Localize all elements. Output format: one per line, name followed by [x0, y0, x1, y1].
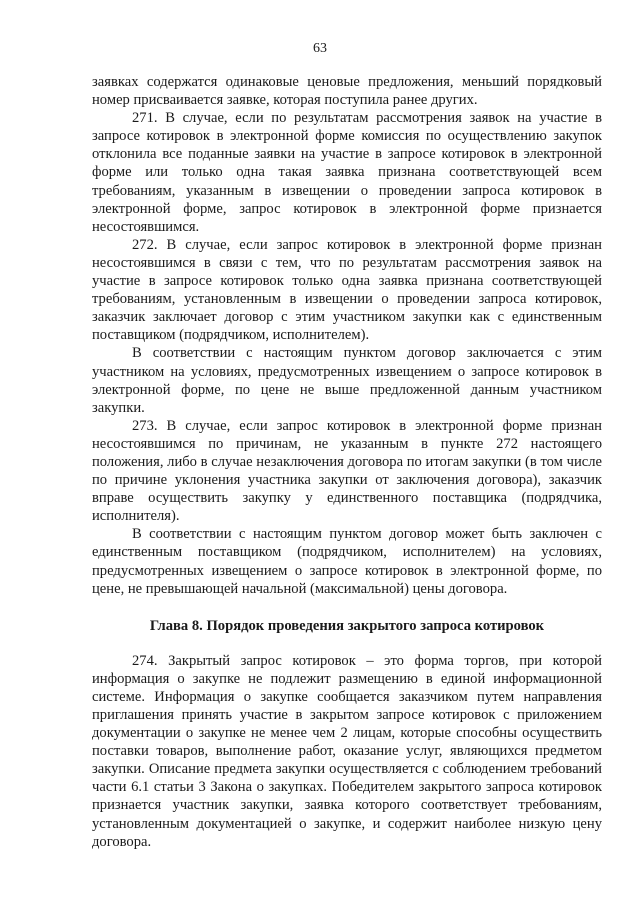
document-body	[92, 73, 602, 851]
paragraph-273-note: В соответствии с настоящим пунктом договор может быть заключен с единственным поставщиком (подрядчиком, исполнителем) на условиях, предусмотренных извещением о запросе котировок в электронной форме, по цене, не превышающей начальной (максимальной) цены договора.	[92, 526, 602, 597]
paragraph-273: 273. В случае, если запрос котировок в электронной форме признан несостоявшимся по причинам, не указанным в пункте 272 настоящего положения, либо в случае незаключения договора по итогам закупки (в том числе по причине уклонения участника закупки от заключения договора), заказчик вправе осуществить закупку у единственного поставщика (подрядчика, исполнителя).	[92, 417, 602, 525]
paragraph-continuation: заявках содержатся одинаковые ценовые предложения, меньший порядковый номер присваивается заявке, которая поступила ранее других.	[92, 74, 602, 109]
paragraph-274: 274. Закрытый запрос котировок – это форма торгов, при которой информация о закупке не подлежит размещению в единой информационной системе. Информация о закупке сообщается заказчиком путем направления приглашения принять участие в закрытом запросе котировок с приложением документации о закупке не менее чем 2 лицам, которые способны осуществить поставки товаров, выполнение работ, оказание услуг, являющихся предметом закупки. Описание предмета закупки осуществляется с соблюдением требований части 6.1 статьи 3 Закона о закупках. Победителем закрытого запроса котировок признается участник закупки, заявка которого соответствует требованиям, установленным документацией о закупке, и содержит наиболее низкую цену договора.	[92, 652, 602, 850]
paragraph-272-note: В соответствии с настоящим пунктом договор заключается с этим участником на условиях, предусмотренных извещением о запросе котировок в электронной форме, по цене не выше предложенной данным участником закупки.	[92, 345, 602, 416]
chapter-heading: Глава 8. Порядок проведения закрытого запроса котировок	[149, 617, 545, 634]
paragraph-272: 272. В случае, если запрос котировок в электронной форме признан несостоявшимся в связи с тем, что по результатам рассмотрения заявок на участие в запросе котировок только одна заявка признана соответствующей требованиям, установленным в извещении о проведении запроса котировок, заказчик заключает договор с этим участником закупки как с единственным поставщиком (подрядчиком, исполнителем).	[92, 236, 602, 344]
page-number: 63	[313, 41, 327, 56]
paragraph-271: 271. В случае, если по результатам рассмотрения заявок на участие в запросе котировок в электронной форме комиссия по осуществлению закупок отклонила все поданные заявки на участие в запросе котировок в электронной форме или только одна такая заявка признана соответствующей всем требованиям, указанным в извещении о проведении запроса котировок в электронной форме, запрос котировок в электронной форме признается несостоявшимся.	[92, 110, 602, 235]
